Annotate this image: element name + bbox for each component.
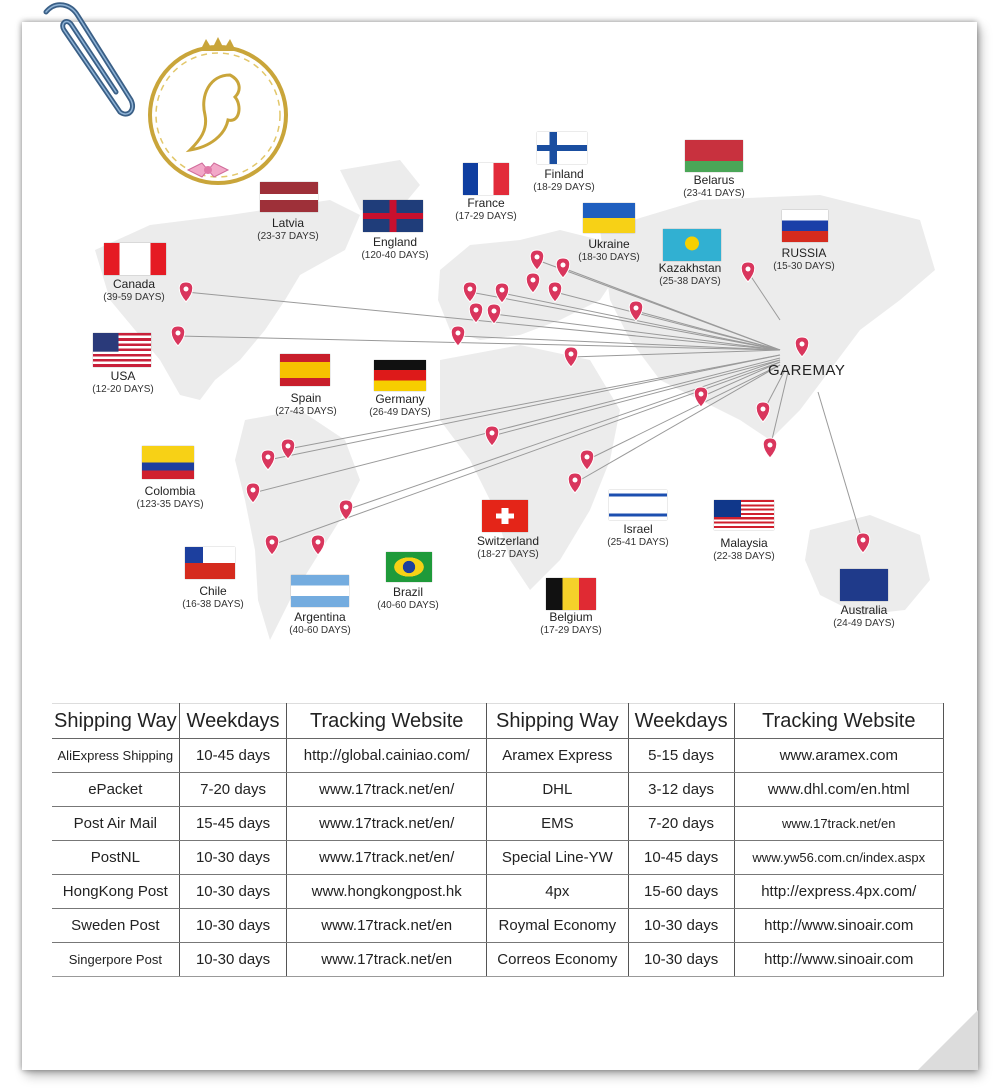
table-cell: www.17track.net/en/ (287, 841, 486, 875)
label-australia: Australia (24-49 DAYS) (833, 603, 895, 629)
table-cell: www.17track.net/en/ (287, 773, 486, 807)
label-spain: Spain (27-43 DAYS) (275, 391, 337, 417)
table-cell: 5-15 days (628, 739, 734, 773)
label-latvia: Latvia (23-37 DAYS) (257, 216, 319, 242)
table-cell: 10-30 days (179, 841, 287, 875)
label-belarus: Belarus (23-41 DAYS) (683, 173, 745, 199)
header-weekdays: Weekdays (179, 704, 287, 739)
page-curl (918, 1010, 978, 1070)
flag-finland (537, 132, 587, 164)
table-cell: Sweden Post (52, 909, 179, 943)
flag-belarus (685, 140, 743, 172)
table-cell: http://www.sinoair.com (734, 943, 943, 977)
flag-england (363, 200, 423, 232)
table-cell: 15-45 days (179, 807, 287, 841)
label-usa: USA (12-20 DAYS) (92, 369, 154, 395)
flag-belgium (546, 578, 596, 610)
table-cell: ePacket (52, 773, 179, 807)
table-cell: 10-30 days (179, 909, 287, 943)
table-cell: 10-30 days (628, 943, 734, 977)
route-australia (818, 392, 863, 543)
flag-usa (93, 333, 151, 367)
table-row (52, 773, 944, 807)
table-cell: www.17track.net/en (734, 807, 943, 841)
crown-lady-logo (130, 35, 300, 190)
table-cell: www.17track.net/en (287, 943, 486, 977)
table-cell: 3-12 days (628, 773, 734, 807)
table-row (52, 739, 944, 773)
flag-malaysia (714, 500, 774, 530)
header-tracking-website: Tracking Website (287, 704, 486, 739)
table-cell: 10-30 days (179, 943, 287, 977)
table-cell: EMS (486, 807, 628, 841)
table-cell: 10-45 days (628, 841, 734, 875)
table-cell: 10-30 days (628, 909, 734, 943)
table-cell: www.hongkongpost.hk (287, 875, 486, 909)
flag-latvia (260, 182, 318, 212)
flag-colombia (142, 446, 194, 479)
header-weekdays: Weekdays (628, 704, 734, 739)
flag-germany (374, 360, 426, 391)
shipping-table (52, 703, 944, 977)
table-cell: HongKong Post (52, 875, 179, 909)
pin-marker (763, 438, 777, 458)
table-header-row (52, 704, 944, 739)
pin-marker (694, 387, 708, 407)
header-shipping-way: Shipping Way (52, 704, 179, 739)
label-colombia: Colombia (123-35 DAYS) (136, 484, 204, 510)
table-cell: 7-20 days (628, 807, 734, 841)
table-cell: Correos Economy (486, 943, 628, 977)
flag-argentina (291, 575, 349, 607)
table-cell: http://www.sinoair.com (734, 909, 943, 943)
flag-canada (104, 243, 166, 275)
table-cell: Post Air Mail (52, 807, 179, 841)
table-row (52, 909, 944, 943)
label-chile: Chile (16-38 DAYS) (182, 584, 244, 610)
label-israel: Israel (25-41 DAYS) (607, 522, 669, 548)
flag-chile (185, 547, 235, 579)
table-cell: AliExpress Shipping (52, 739, 179, 773)
label-england: England (120-40 DAYS) (361, 235, 429, 261)
label-kazakhstan: Kazakhstan (25-38 DAYS) (658, 261, 722, 287)
table-cell: www.17track.net/en/ (287, 807, 486, 841)
table-cell: www.yw56.com.cn/index.aspx (734, 841, 943, 875)
table-row (52, 943, 944, 977)
table-cell: http://global.cainiao.com/ (287, 739, 486, 773)
table-cell: 4px (486, 875, 628, 909)
table-cell: PostNL (52, 841, 179, 875)
table-cell: www.dhl.com/en.html (734, 773, 943, 807)
table-cell: DHL (486, 773, 628, 807)
flag-australia (840, 569, 888, 601)
flag-kazakhstan (663, 229, 721, 261)
flag-brazil (386, 552, 432, 582)
table-cell: Singerpore Post (52, 943, 179, 977)
table-cell: www.17track.net/en (287, 909, 486, 943)
table-cell: 7-20 days (179, 773, 287, 807)
table-cell: Roymal Economy (486, 909, 628, 943)
label-france: France (17-29 DAYS) (455, 196, 517, 222)
flag-france (463, 163, 509, 195)
label-switzerland: Switzerland (18-27 DAYS) (476, 534, 540, 560)
label-germany: Germany (26-49 DAYS) (369, 392, 431, 418)
flag-ukraine (583, 203, 635, 233)
hub-label: GAREMAY (768, 362, 846, 379)
table-row (52, 841, 944, 875)
label-malaysia: Malaysia (22-38 DAYS) (713, 536, 775, 562)
flag-israel (609, 490, 667, 520)
flag-switzerland (482, 500, 528, 532)
table-cell: 10-30 days (179, 875, 287, 909)
label-brazil: Brazil (40-60 DAYS) (377, 585, 439, 611)
flag-russia (782, 210, 828, 242)
header-tracking-website: Tracking Website (734, 704, 943, 739)
label-ukraine: Ukraine (18-30 DAYS) (578, 237, 640, 263)
table-cell: Aramex Express (486, 739, 628, 773)
label-finland: Finland (18-29 DAYS) (533, 167, 595, 193)
table-cell: www.aramex.com (734, 739, 943, 773)
table-row (52, 807, 944, 841)
table-cell: http://express.4px.com/ (734, 875, 943, 909)
label-canada: Canada (39-59 DAYS) (103, 277, 165, 303)
table-cell: Special Line-YW (486, 841, 628, 875)
flag-spain (280, 354, 330, 386)
label-russia: RUSSIA (15-30 DAYS) (773, 246, 835, 272)
table-cell: 10-45 days (179, 739, 287, 773)
table-cell: 15-60 days (628, 875, 734, 909)
table-row (52, 875, 944, 909)
header-shipping-way: Shipping Way (486, 704, 628, 739)
label-argentina: Argentina (40-60 DAYS) (289, 610, 351, 636)
label-belgium: Belgium (17-29 DAYS) (540, 610, 602, 636)
